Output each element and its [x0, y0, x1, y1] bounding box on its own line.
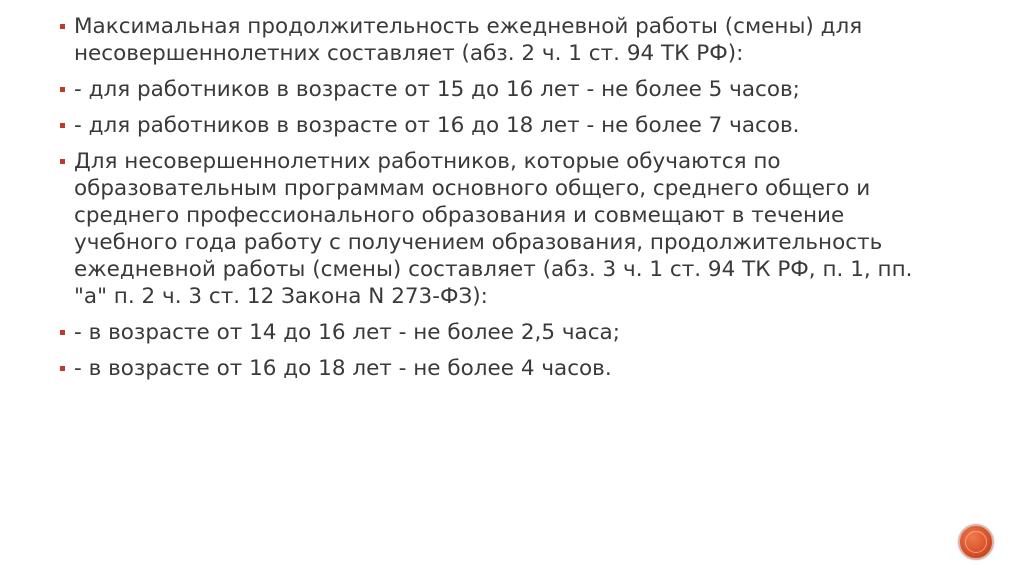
bullet-item [60, 319, 940, 346]
bullet-item [60, 13, 940, 67]
bullet-square-icon [60, 366, 65, 371]
circle-nav-icon[interactable] [958, 524, 994, 560]
bullet-square-icon [60, 330, 65, 335]
bullet-square-icon [60, 123, 65, 128]
bullet-square-icon [60, 24, 65, 29]
bullet-text: - в возрасте от 16 до 18 лет - не более 4 часов. [74, 356, 612, 381]
bullet-text: - для работников в возрасте от 15 до 16 лет - не более 5 часов; [74, 77, 800, 102]
bullet-item [60, 355, 940, 382]
bullet-item [60, 76, 940, 103]
bullet-text: - для работников в возрасте от 16 до 18 лет - не более 7 часов. [74, 113, 800, 138]
bullet-list [60, 13, 940, 391]
bullet-square-icon [60, 87, 65, 92]
bullet-square-icon [60, 159, 65, 164]
bullet-text: Для несовершеннолетних работников, которые обучаются по образовательным программам основного общего, среднего общего и среднего профессионального образования и совмещают в течение учебного года работу с получением образования, продолжительность ежедневной работы (смены) составляет (абз. 3 ч. 1 ст. 94 ТК РФ, п. 1, пп. "а" п. 2 ч. 3 ст. 12 Закона N 273-ФЗ): [74, 149, 913, 309]
bullet-item [60, 112, 940, 139]
bullet-text: Максимальная продолжительность ежедневной работы (смены) для несовершеннолетних составляет (абз. 2 ч. 1 ст. 94 ТК РФ): [74, 14, 863, 66]
bullet-text: - в возрасте от 14 до 16 лет - не более 2,5 часа; [74, 320, 620, 345]
bullet-item [60, 148, 940, 310]
nav-button-ring [965, 531, 987, 553]
